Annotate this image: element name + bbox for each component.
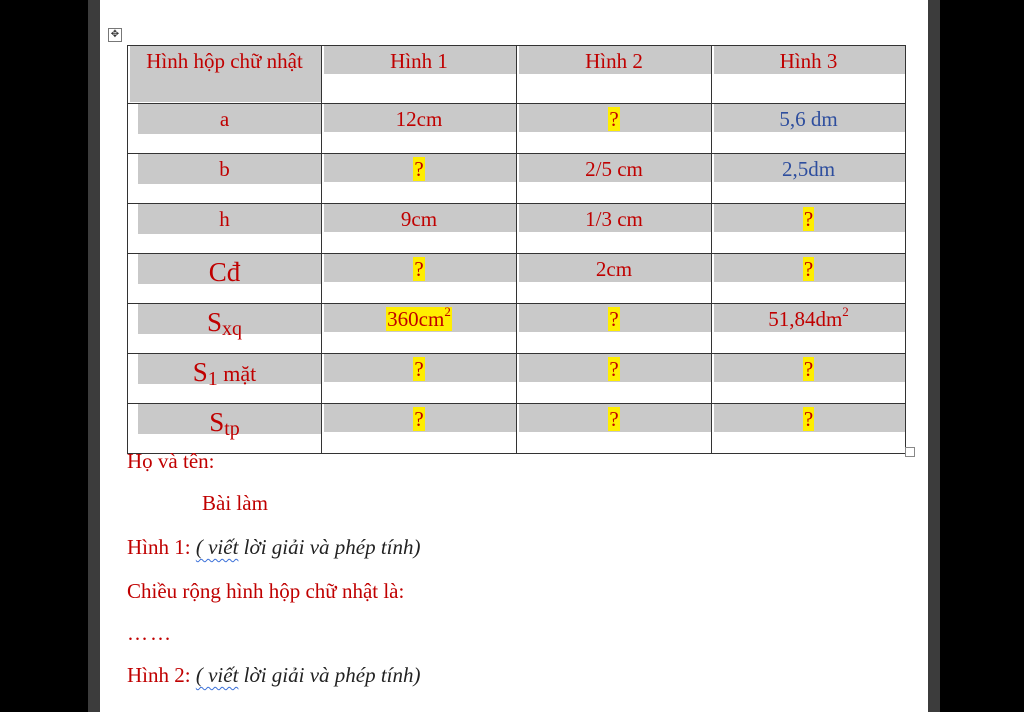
row-label-cell[interactable] — [128, 304, 322, 354]
row-label: $S_1$ mặt — [192, 357, 257, 390]
unknown-value: ? — [414, 407, 424, 431]
figure1-line — [127, 535, 421, 560]
figure1-note-a: ( viết — [195, 535, 239, 559]
value-text: 9cm — [400, 207, 438, 231]
unknown-value: ? — [803, 357, 814, 381]
value-text: $360cm^2$ — [387, 304, 451, 331]
value-cell[interactable] — [322, 404, 517, 454]
value-cell[interactable] — [712, 204, 906, 254]
value-text: 1/3 cm — [585, 207, 643, 231]
value-cell[interactable] — [322, 154, 517, 204]
unknown-value: ? — [609, 357, 619, 381]
header-cell[interactable] — [322, 46, 517, 104]
table-row — [128, 204, 906, 254]
window-frame-left — [88, 0, 100, 712]
value-cell[interactable] — [322, 354, 517, 404]
placeholder-dots: …… — [127, 621, 173, 645]
figure1-label: Hình 1: — [127, 535, 191, 559]
unknown-value: ? — [609, 307, 619, 331]
name-label: Họ và tên: — [127, 449, 215, 473]
value-cell[interactable] — [517, 254, 712, 304]
unknown-value: ? — [414, 357, 424, 381]
unknown-value: ? — [803, 407, 814, 431]
header-label: Hình hộp chữ nhật — [146, 49, 303, 73]
header-cell[interactable] — [517, 46, 712, 104]
value-text: 2cm — [595, 257, 633, 281]
figure2-label: Hình 2: — [127, 663, 191, 687]
row-label-cell[interactable] — [128, 254, 322, 304]
row-label: $S_{tp}$ — [209, 407, 240, 440]
table-row — [128, 304, 906, 354]
value-cell[interactable] — [517, 154, 712, 204]
table-header-row — [128, 46, 906, 104]
work-heading: Bài làm — [202, 491, 268, 515]
value-cell[interactable] — [517, 404, 712, 454]
header-label: Hình 3 — [779, 49, 838, 73]
figure2-note-b: lời giải và phép tính) — [238, 663, 421, 687]
value-cell[interactable] — [712, 304, 906, 354]
table-row — [128, 254, 906, 304]
figure1-note-b: lời giải và phép tính) — [238, 535, 421, 559]
table-row — [128, 154, 906, 204]
value-cell[interactable] — [712, 154, 906, 204]
figure2-line — [127, 663, 421, 688]
header-cell[interactable] — [712, 46, 906, 104]
table-row — [128, 354, 906, 404]
row-label-cell[interactable] — [128, 104, 322, 154]
row-label-cell[interactable] — [128, 354, 322, 404]
row-label-cell[interactable] — [128, 404, 322, 454]
unknown-value: ? — [609, 107, 619, 131]
value-cell[interactable] — [322, 304, 517, 354]
row-label: $S_{xq}$ — [206, 307, 243, 340]
value-cell[interactable] — [712, 404, 906, 454]
value-text: $51,84dm^2$ — [768, 304, 849, 331]
unknown-value: ? — [803, 207, 814, 231]
value-text: 2/5 cm — [585, 157, 643, 181]
window-frame-right — [928, 0, 940, 712]
value-cell[interactable] — [322, 204, 517, 254]
data-table — [127, 45, 906, 454]
header-label: Hình 2 — [585, 49, 643, 73]
row-label-cell[interactable] — [128, 204, 322, 254]
value-cell[interactable] — [517, 204, 712, 254]
table-row — [128, 404, 906, 454]
row-label: h — [219, 207, 230, 231]
unknown-value: ? — [803, 257, 814, 281]
value-cell[interactable] — [517, 304, 712, 354]
value-text: 12cm — [395, 107, 443, 131]
value-cell[interactable] — [517, 104, 712, 154]
header-label: Hình 1 — [390, 49, 448, 73]
value-cell[interactable] — [712, 354, 906, 404]
value-cell[interactable] — [322, 104, 517, 154]
table-move-icon[interactable]: ✥ — [108, 28, 122, 42]
value-cell[interactable] — [712, 254, 906, 304]
unknown-value: ? — [414, 157, 424, 181]
value-cell[interactable] — [517, 354, 712, 404]
table-resize-icon[interactable] — [905, 447, 915, 457]
unknown-value: ? — [414, 257, 424, 281]
figure2-note-a: ( viết — [195, 663, 239, 687]
document-page[interactable] — [100, 0, 928, 712]
row-label: b — [219, 157, 230, 181]
header-cell[interactable] — [128, 46, 322, 104]
row-label: Cđ — [208, 257, 241, 287]
value-cell[interactable] — [322, 254, 517, 304]
row-label: a — [219, 107, 230, 131]
value-cell[interactable] — [712, 104, 906, 154]
value-text: 5,6 dm — [779, 107, 838, 131]
unknown-value: ? — [609, 407, 619, 431]
table-row — [128, 104, 906, 154]
value-text: 2,5dm — [781, 157, 836, 181]
width-line: Chiều rộng hình hộp chữ nhật là: — [127, 579, 405, 603]
row-label-cell[interactable] — [128, 154, 322, 204]
